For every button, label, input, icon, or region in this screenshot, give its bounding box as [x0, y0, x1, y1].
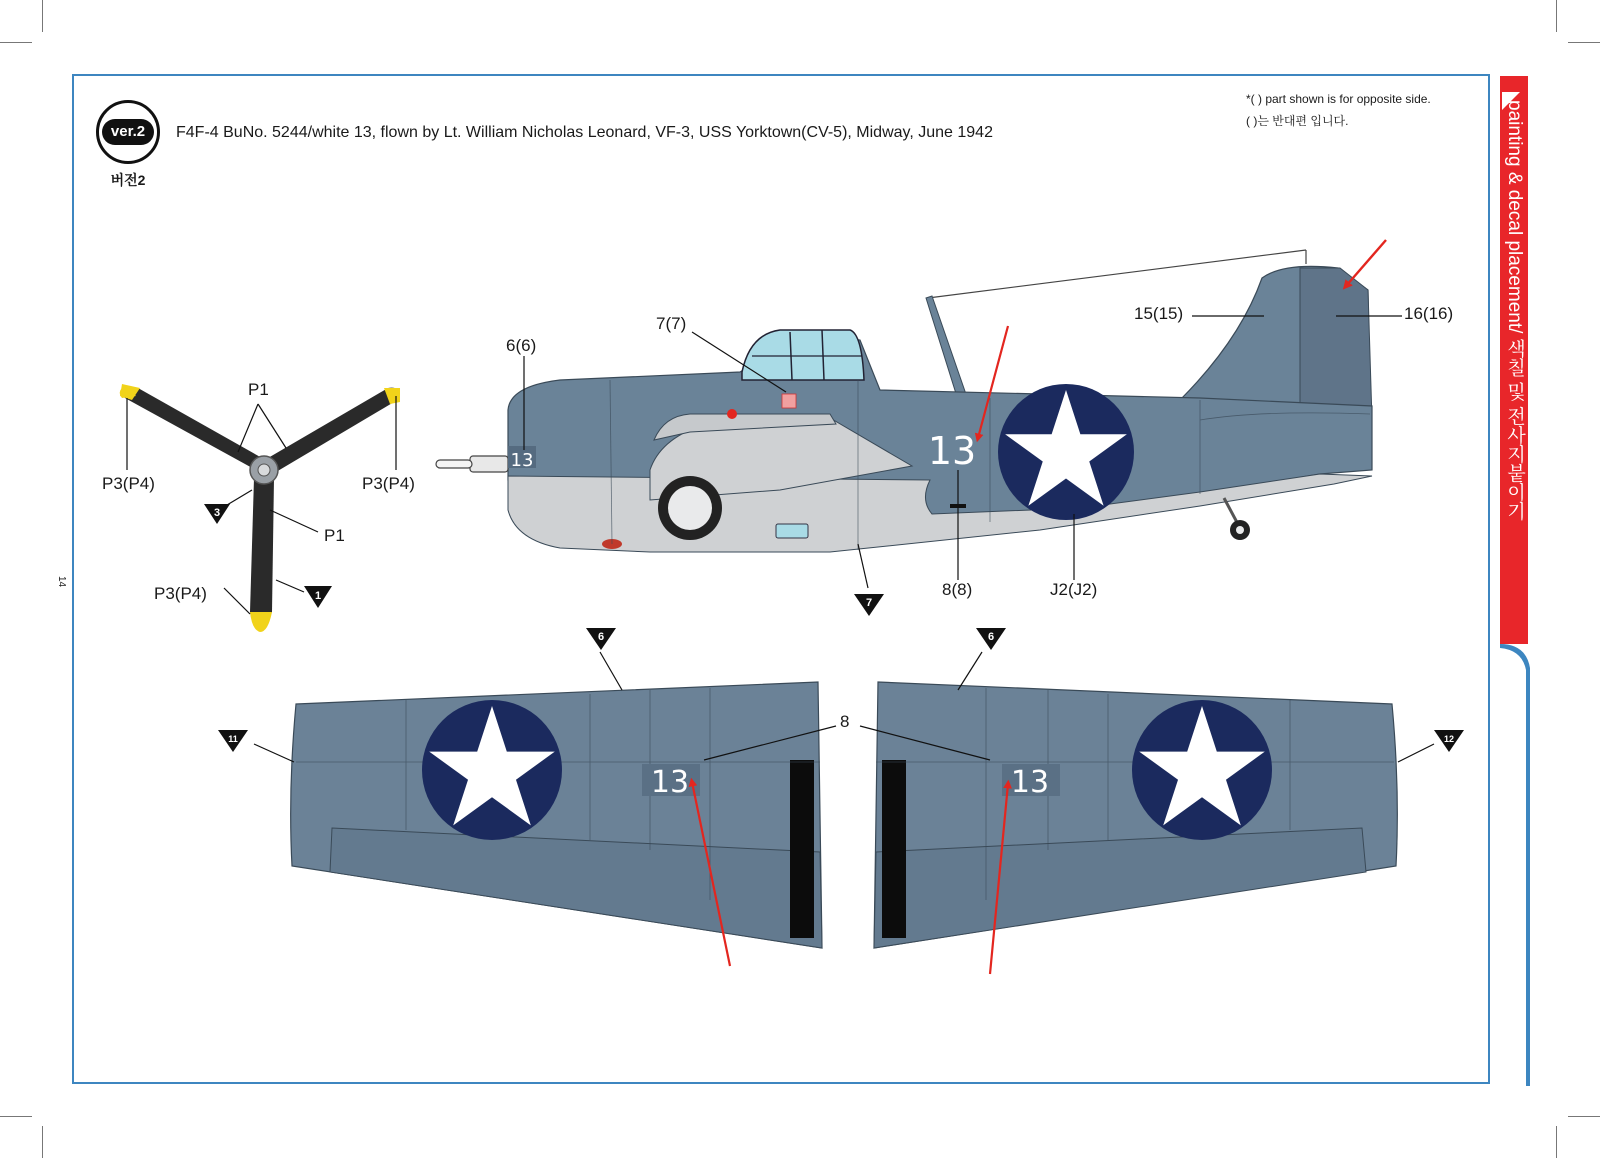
propeller-blade-right	[268, 388, 400, 472]
view-marker-12-label: 12	[1443, 734, 1455, 744]
page-number: 14	[56, 575, 68, 588]
fuselage-callout-7: 7(7)	[656, 314, 687, 333]
fuselage-callout-j2: J2(J2)	[1050, 580, 1098, 599]
version-sub-label: 버전2	[110, 172, 146, 188]
propeller-label-p1-bottom: P1	[324, 526, 345, 545]
wing-callout-8: 8	[840, 712, 850, 731]
view-marker-11-label: 11	[228, 734, 238, 744]
left-wing-view	[218, 628, 836, 966]
propeller-label-p3-right: P3(P4)	[362, 474, 415, 493]
view-marker-6-right-label: 6	[987, 631, 995, 643]
propeller-label-p1-top: P1	[248, 380, 269, 399]
right-wing-view	[860, 628, 1464, 974]
page-title: F4F-4 BuNo. 5244/white 13, flown by Lt. William Nicholas Leonard, VF-3, USS Yorktown(CV-5), Midway, June 1942	[176, 124, 993, 141]
fuselage-callout-6: 6(6)	[506, 336, 537, 355]
propeller-label-p3-left: P3(P4)	[102, 474, 155, 493]
view-marker-7-label: 7	[865, 597, 873, 609]
opposite-side-note-korean: ( )는 반대편 입니다.	[1246, 114, 1349, 128]
fuselage-callout-15: 15(15)	[1134, 304, 1184, 323]
version-badge-label: ver.2	[102, 119, 154, 145]
section-tab-label: painting & decal placement/ 색칠 및 전사지붙이기	[1504, 100, 1525, 521]
opposite-side-note: *( ) part shown is for opposite side.	[1246, 92, 1431, 106]
fuselage-callout-8: 8(8)	[942, 580, 973, 599]
view-marker-3-label: 3	[213, 507, 221, 519]
cowl-number: 13	[510, 450, 534, 471]
view-marker-6-left-label: 6	[597, 631, 605, 643]
fuselage-side-view	[436, 240, 1402, 616]
propeller-blade-left	[120, 384, 262, 470]
fuselage-callout-16: 16(16)	[1404, 304, 1454, 323]
view-marker-1-label: 1	[314, 590, 322, 602]
propeller-blade-bottom	[250, 478, 274, 632]
left-wing-number: 13	[650, 765, 690, 800]
propeller-label-p3-bottom: P3(P4)	[154, 584, 207, 603]
right-wing-number: 13	[1010, 765, 1050, 800]
fuselage-side-number: 13	[927, 429, 977, 473]
